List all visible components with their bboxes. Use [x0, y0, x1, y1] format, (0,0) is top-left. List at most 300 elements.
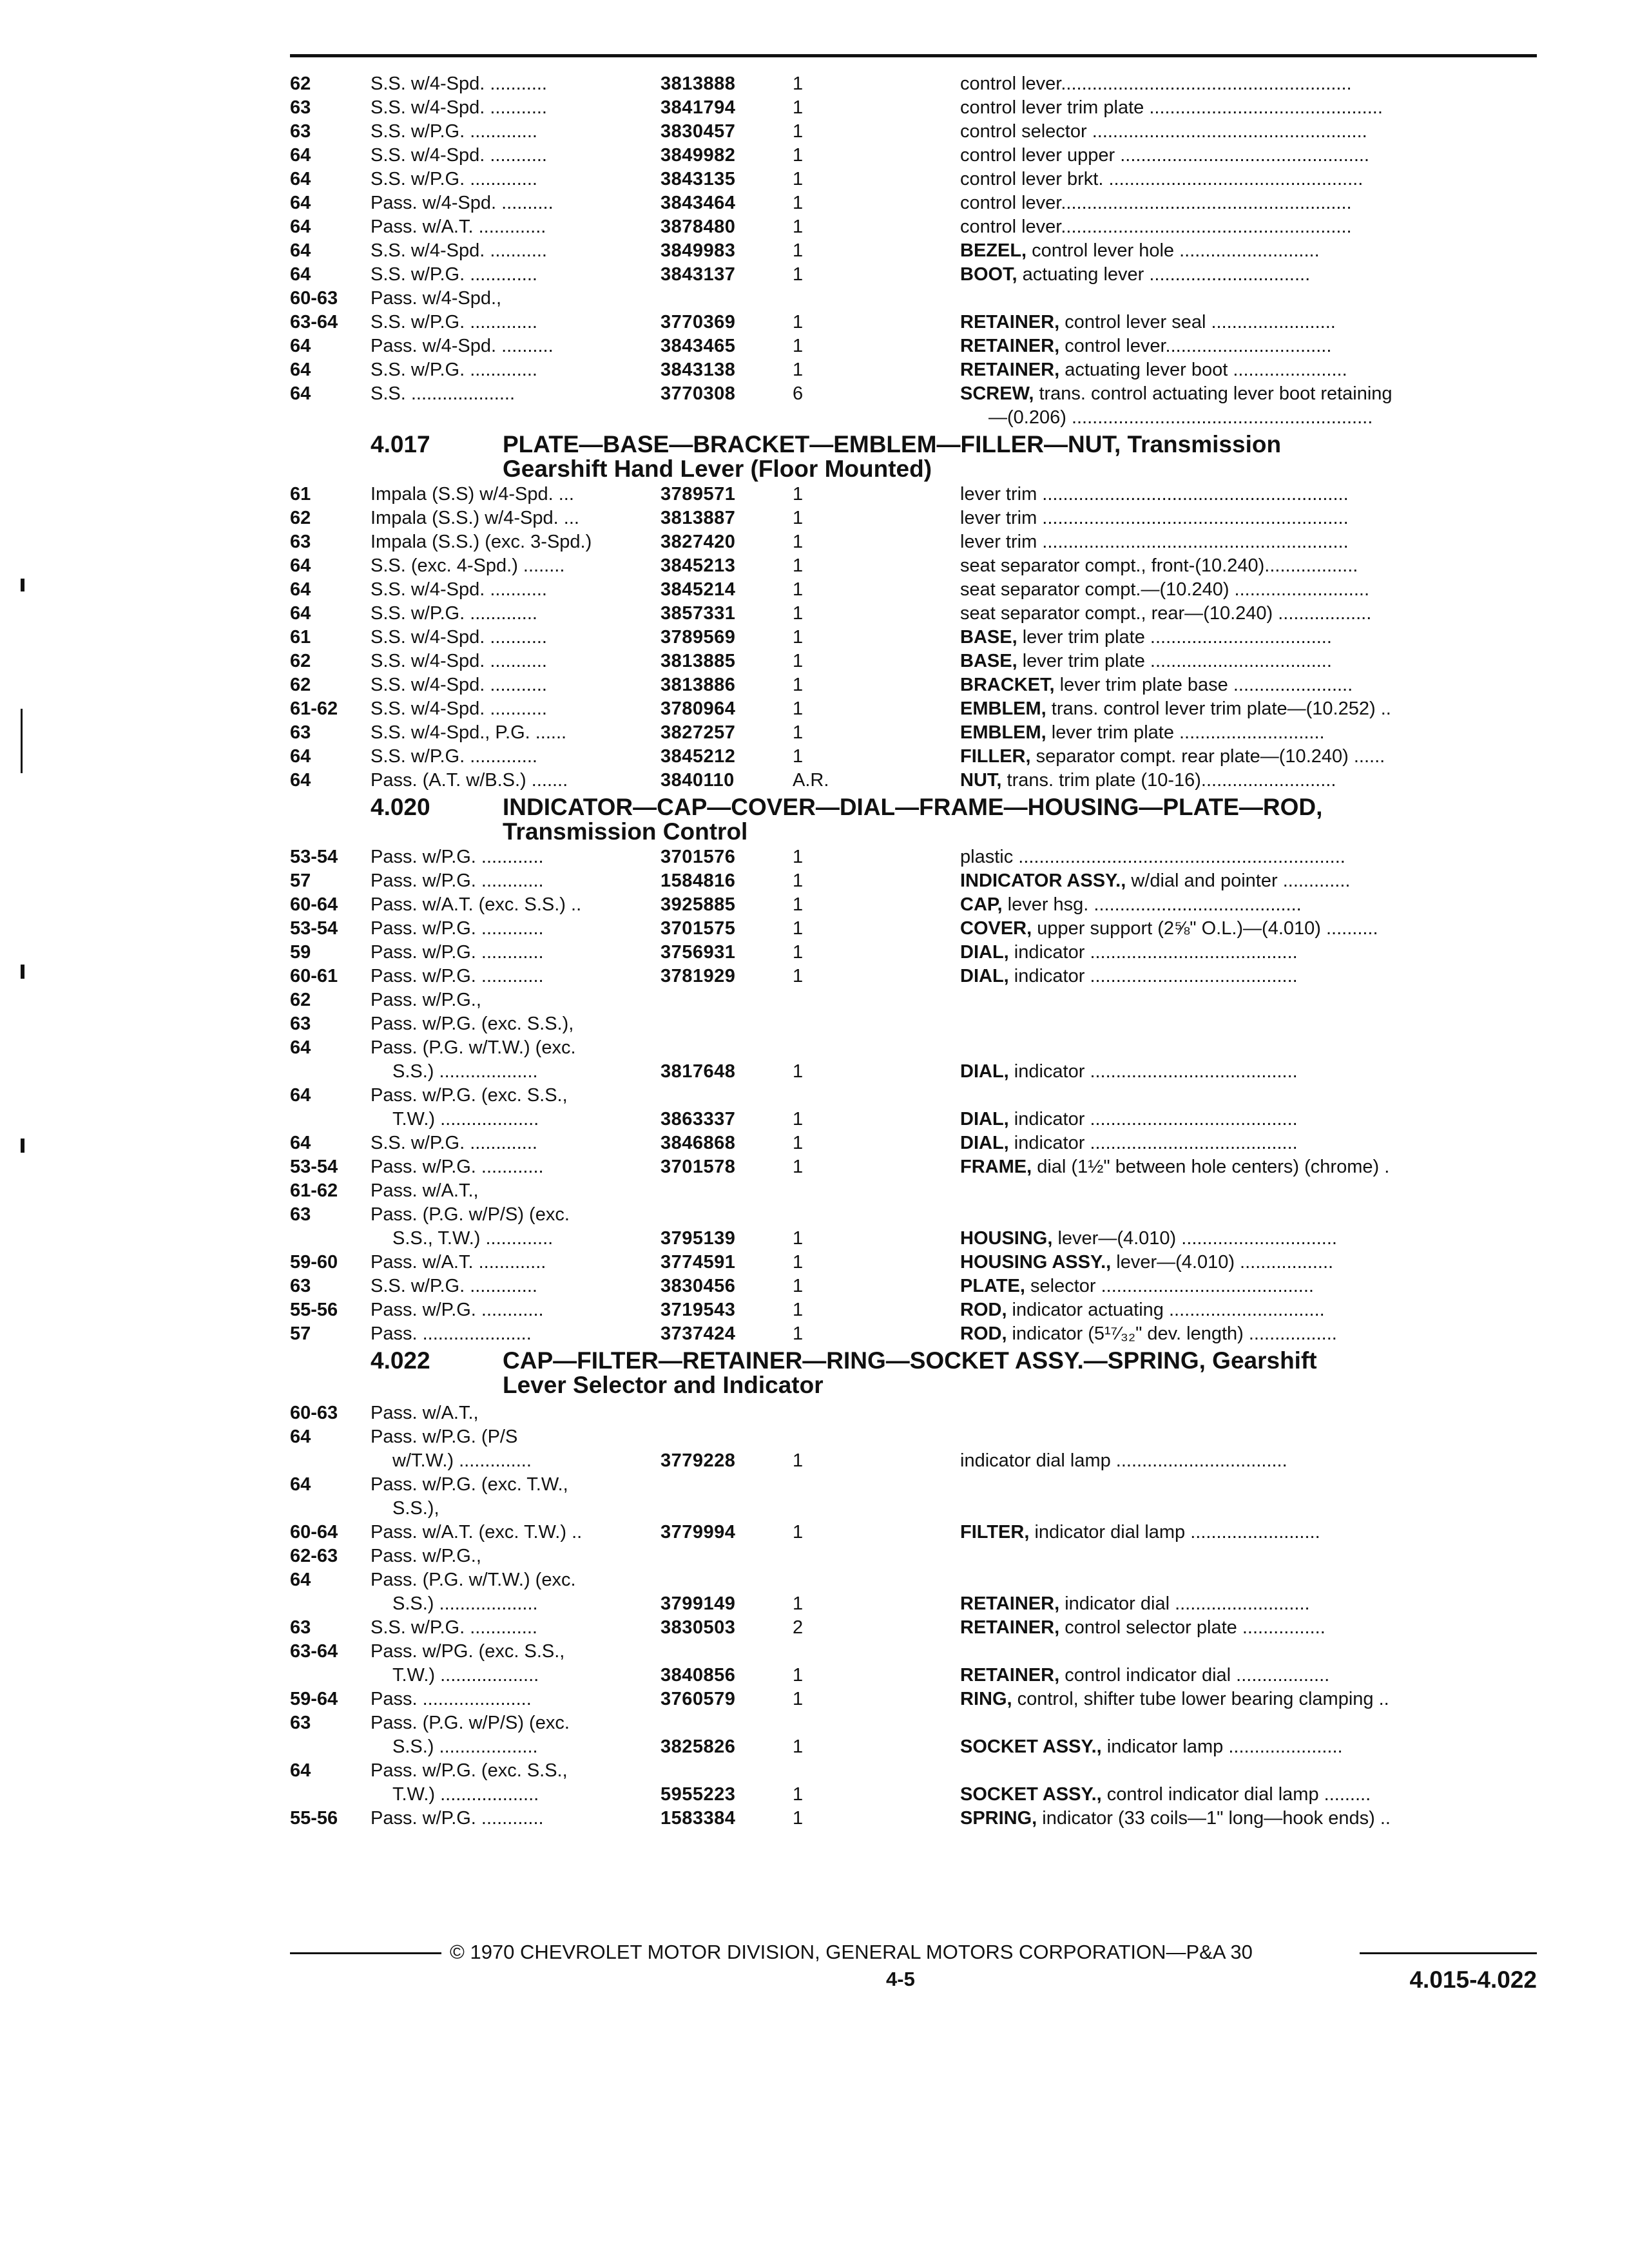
part-description-text: control lever........................................................: [960, 193, 1352, 213]
section-title: CAP—FILTER—RETAINER—RING—SOCKET ASSY.—SPRING, Gearshift Lever Selector and Indicator: [503, 1347, 1317, 1398]
model-application: S.S.),: [392, 1498, 439, 1519]
parts-row: [290, 1227, 1537, 1251]
part-description: [960, 358, 1537, 382]
part-number: 3795139: [660, 1228, 736, 1249]
part-description: [960, 1735, 1537, 1759]
model-application: T.W.) ...................: [392, 1784, 539, 1805]
parts-row: [290, 1759, 1537, 1783]
part-description: [960, 406, 1537, 430]
parts-row: [290, 1616, 1537, 1640]
model-application: w/T.W.) ..............: [392, 1450, 532, 1471]
part-description: [960, 893, 1537, 917]
model-application: Pass. w/P.G. (exc. S.S.,: [371, 1085, 568, 1106]
year-range: 64: [290, 1760, 311, 1781]
part-number: 3845213: [660, 555, 736, 576]
section-number: 4.022: [371, 1347, 430, 1374]
part-number: 3701578: [660, 1157, 736, 1177]
section-number: 4.020: [371, 794, 430, 820]
model-application: Pass. w/A.T. (exc. T.W.) ..: [371, 1522, 583, 1542]
year-range: 63: [290, 121, 311, 142]
parts-row: [290, 311, 1537, 334]
part-number: 3789571: [660, 484, 736, 505]
parts-row: [290, 239, 1537, 263]
part-description: [960, 1298, 1537, 1322]
parts-row: [290, 1497, 1537, 1521]
year-range: 63-64: [290, 1641, 338, 1662]
model-application: S.S. w/4-Spd. ...........: [371, 97, 547, 118]
part-description-text: indicator ........................................: [1008, 1109, 1298, 1129]
copyright-text: © 1970 CHEVROLET MOTOR DIVISION, GENERAL MOTORS CORPORATION—P&A 30: [450, 1941, 1253, 1963]
year-range: 64: [290, 1085, 311, 1106]
part-number: 3841794: [660, 97, 736, 118]
year-range: 63: [290, 1014, 311, 1034]
quantity: 1: [793, 97, 804, 118]
part-description: [960, 1108, 1537, 1131]
year-range: 53-54: [290, 847, 338, 867]
footer-rule: [290, 1952, 441, 1954]
year-range: 59-60: [290, 1252, 338, 1273]
part-name: RETAINER,: [960, 1593, 1060, 1614]
part-number: 3827257: [660, 722, 736, 743]
parts-row: [290, 745, 1537, 769]
model-application: Pass. w/P.G. ............: [371, 847, 544, 867]
model-application: Pass. (P.G. w/P/S) (exc.: [371, 1713, 570, 1733]
model-application: S.S. w/4-Spd. ...........: [371, 240, 547, 261]
model-application: Pass. w/PG. (exc. S.S.,: [371, 1641, 565, 1662]
quantity: 1: [793, 603, 804, 624]
part-number: 1584816: [660, 870, 736, 891]
parts-row: [290, 1401, 1537, 1425]
model-application: Pass. w/A.T. (exc. S.S.) ..: [371, 894, 582, 915]
part-name: BASE,: [960, 627, 1017, 648]
year-range: 55-56: [290, 1300, 338, 1320]
parts-row: [290, 554, 1537, 578]
parts-row: [290, 1060, 1537, 1084]
page-number: 4-5: [886, 1968, 915, 1990]
year-range: 63: [290, 722, 311, 743]
parts-row: [290, 406, 1537, 430]
quantity: 1: [793, 145, 804, 166]
quantity: 1: [793, 1228, 804, 1249]
quantity: 1: [793, 312, 804, 332]
part-number: 3846868: [660, 1133, 736, 1153]
part-number: 1583384: [660, 1808, 736, 1829]
quantity: 1: [793, 1665, 804, 1686]
part-description: [960, 965, 1537, 988]
quantity: 1: [793, 484, 804, 505]
model-application: Pass. w/P.G. ............: [371, 942, 544, 963]
section-heading-4022: [290, 1349, 1537, 1401]
year-range: 62: [290, 651, 311, 671]
parts-row: [290, 168, 1537, 191]
year-range: 60-61: [290, 966, 338, 986]
part-number: 3840856: [660, 1665, 736, 1686]
part-description-text: control indicator dial lamp .........: [1101, 1784, 1371, 1805]
part-number: 3701575: [660, 918, 736, 939]
part-number: 3857331: [660, 603, 736, 624]
year-range: 64: [290, 603, 311, 624]
parts-row: [290, 1251, 1537, 1274]
parts-row: [290, 769, 1537, 793]
part-number: 3843137: [660, 264, 736, 285]
part-number: 3817648: [660, 1061, 736, 1082]
parts-block-4015: [290, 72, 1537, 430]
model-application: Pass. w/P.G. ............: [371, 966, 544, 986]
quantity: A.R.: [793, 770, 829, 791]
quantity: 1: [793, 336, 804, 356]
part-description-text: trans. trim plate (10-16)..........................: [1001, 770, 1336, 791]
model-application: S.S. w/P.G. .............: [371, 1133, 537, 1153]
quantity: 1: [793, 1252, 804, 1273]
part-number: 3845212: [660, 746, 736, 767]
parts-row: [290, 988, 1537, 1012]
parts-row: [290, 1664, 1537, 1687]
model-application: T.W.) ...................: [392, 1665, 539, 1686]
part-name: DIAL,: [960, 1061, 1009, 1082]
part-number: 3701576: [660, 847, 736, 867]
part-description: [960, 120, 1537, 144]
parts-row: [290, 120, 1537, 144]
part-description-text: lever trim ...........................................................: [960, 508, 1349, 528]
part-description: [960, 1227, 1537, 1251]
part-description: [960, 506, 1537, 530]
year-range: 62: [290, 508, 311, 528]
year-range: 62: [290, 990, 311, 1010]
part-description: [960, 530, 1537, 554]
part-name: DIAL,: [960, 1133, 1009, 1153]
quantity: 1: [793, 360, 804, 380]
part-description-text: lever trim plate ...................................: [1017, 651, 1332, 671]
year-range: 64: [290, 240, 311, 261]
quantity: 1: [793, 1784, 804, 1805]
quantity: 1: [793, 1276, 804, 1296]
model-application: S.S.) ...................: [392, 1593, 538, 1614]
part-description-text: lever—(4.010) ..............................: [1052, 1228, 1337, 1249]
binding-mark: [21, 709, 23, 773]
part-number: 3845214: [660, 579, 736, 600]
model-application: S.S.) ...................: [392, 1061, 538, 1082]
part-description-text: w/dial and pointer .............: [1126, 870, 1351, 891]
model-application: S.S. w/4-Spd. ...........: [371, 579, 547, 600]
part-name: BOOT,: [960, 264, 1017, 285]
part-number: 3830457: [660, 121, 736, 142]
part-description: [960, 602, 1537, 626]
quantity: 1: [793, 193, 804, 213]
parts-row: [290, 1783, 1537, 1807]
model-application: S.S. w/P.G. .............: [371, 169, 537, 189]
part-name: RETAINER,: [960, 1617, 1060, 1638]
model-application: Pass. w/P.G. ............: [371, 870, 544, 891]
part-description-text: indicator dial ..........................: [1059, 1593, 1310, 1614]
parts-row: [290, 287, 1537, 311]
part-description-text: indicator lamp ......................: [1101, 1736, 1343, 1757]
part-number: 3863337: [660, 1109, 736, 1129]
model-application: Pass. w/4-Spd.,: [371, 288, 502, 309]
part-description: [960, 1521, 1537, 1544]
year-range: 62: [290, 675, 311, 695]
quantity: 2: [793, 1617, 804, 1638]
year-range: 64: [290, 1474, 311, 1495]
parts-row: [290, 1131, 1537, 1155]
quantity: 1: [793, 1808, 804, 1829]
parts-row: [290, 72, 1537, 96]
model-application: S.S. w/4-Spd. ...........: [371, 73, 547, 94]
part-description-text: —(0.206) ..........................................................: [988, 407, 1373, 428]
quantity: 1: [793, 847, 804, 867]
part-description-text: actuating lever ...............................: [1017, 264, 1311, 285]
part-description-text: control lever........................................................: [960, 73, 1352, 94]
parts-list: [290, 72, 1537, 1831]
parts-row: [290, 1036, 1537, 1060]
quantity: 1: [793, 1593, 804, 1614]
part-description-text: control selector plate ................: [1059, 1617, 1325, 1638]
parts-row: [290, 1084, 1537, 1108]
model-application: Pass. w/A.T. .............: [371, 216, 546, 237]
part-description: [960, 1783, 1537, 1807]
part-description: [960, 554, 1537, 578]
part-number: 3830456: [660, 1276, 736, 1296]
year-range: 64: [290, 770, 311, 791]
year-range: 64: [290, 1570, 311, 1590]
part-name: RETAINER,: [960, 312, 1060, 332]
quantity: 1: [793, 73, 804, 94]
model-application: S.S. w/4-Spd. ...........: [371, 675, 547, 695]
year-range: 59-64: [290, 1689, 338, 1709]
parts-row: [290, 697, 1537, 721]
part-description-text: lever—(4.010) ..................: [1111, 1252, 1334, 1273]
model-application: Pass. w/P.G. (P/S: [371, 1427, 518, 1447]
part-name: PLATE,: [960, 1276, 1025, 1296]
quantity: 1: [793, 1061, 804, 1082]
part-description-text: indicator ........................................: [1008, 942, 1298, 963]
model-application: Pass. w/A.T. .............: [371, 1252, 546, 1273]
part-number: 3770308: [660, 383, 736, 404]
part-number: 3843138: [660, 360, 736, 380]
part-description-text: control selector .....................................................: [960, 121, 1367, 142]
year-range: 64: [290, 1037, 311, 1058]
parts-row: [290, 1568, 1537, 1592]
part-name: BASE,: [960, 651, 1017, 671]
model-application: S.S. w/P.G. .............: [371, 264, 537, 285]
quantity: 1: [793, 651, 804, 671]
part-name: SOCKET ASSY.,: [960, 1736, 1102, 1757]
year-range: 64: [290, 264, 311, 285]
quantity: 1: [793, 966, 804, 986]
quantity: 1: [793, 1157, 804, 1177]
model-application: S.S.) ...................: [392, 1736, 538, 1757]
quantity: 1: [793, 216, 804, 237]
section-heading-4017: [290, 432, 1537, 483]
model-application: Impala (S.S.) (exc. 3-Spd.): [371, 532, 592, 552]
year-range: 63: [290, 97, 311, 118]
parts-row: [290, 263, 1537, 287]
parts-row: [290, 1807, 1537, 1831]
parts-row: [290, 1274, 1537, 1298]
quantity: 1: [793, 1522, 804, 1542]
parts-row: [290, 626, 1537, 649]
part-description-text: actuating lever boot ......................: [1059, 360, 1347, 380]
model-application: T.W.) ...................: [392, 1109, 539, 1129]
part-name: SOCKET ASSY.,: [960, 1784, 1102, 1805]
part-description-text: control lever................................: [1059, 336, 1332, 356]
part-number: 3840110: [660, 770, 735, 791]
quantity: 1: [793, 579, 804, 600]
part-description: [960, 311, 1537, 334]
part-name: FRAME,: [960, 1157, 1032, 1177]
year-range: 64: [290, 216, 311, 237]
parts-block-4022: [290, 1401, 1537, 1831]
part-number: 3780964: [660, 698, 736, 719]
model-application: Pass. w/P.G. ............: [371, 1157, 544, 1177]
part-description-text: seat separator compt., rear—(10.240) ..................: [960, 603, 1372, 624]
part-name: SPRING,: [960, 1808, 1037, 1829]
year-range: 64: [290, 193, 311, 213]
part-description: [960, 382, 1537, 406]
model-application: Pass. w/A.T.,: [371, 1403, 479, 1423]
footer-rule: [1360, 1952, 1537, 1954]
part-number: 3827420: [660, 532, 736, 552]
year-range: 60-63: [290, 1403, 338, 1423]
part-number: 3774591: [660, 1252, 736, 1273]
part-description-text: selector .........................................: [1025, 1276, 1314, 1296]
top-rule: [290, 54, 1537, 57]
part-number: 3830503: [660, 1617, 736, 1638]
part-name: RETAINER,: [960, 360, 1060, 380]
part-description-text: indicator ........................................: [1008, 1133, 1298, 1153]
part-name: EMBLEM,: [960, 722, 1046, 743]
part-description: [960, 96, 1537, 120]
quantity: 1: [793, 942, 804, 963]
year-range: 62-63: [290, 1546, 338, 1566]
year-range: 61-62: [290, 1180, 338, 1201]
part-number: 3813885: [660, 651, 736, 671]
part-name: RETAINER,: [960, 336, 1060, 356]
parts-row: [290, 1108, 1537, 1131]
part-number: 3843135: [660, 169, 736, 189]
part-description: [960, 769, 1537, 793]
year-range: 60-64: [290, 1522, 338, 1542]
section-heading-4020: [290, 795, 1537, 845]
part-description: [960, 673, 1537, 697]
part-description-text: control lever........................................................: [960, 216, 1352, 237]
parts-row: [290, 96, 1537, 120]
part-description: [960, 697, 1537, 721]
model-application: Pass. w/P.G. (exc. S.S.,: [371, 1760, 568, 1781]
parts-row: [290, 578, 1537, 602]
part-number: 3843464: [660, 193, 736, 213]
part-description: [960, 917, 1537, 941]
part-number: 3799149: [660, 1593, 736, 1614]
quantity: 1: [793, 555, 804, 576]
year-range: 53-54: [290, 1157, 338, 1177]
parts-row: [290, 941, 1537, 965]
model-application: S.S. ....................: [371, 383, 515, 404]
parts-row: [290, 673, 1537, 697]
quantity: 1: [793, 1323, 804, 1344]
model-application: S.S. w/P.G. .............: [371, 360, 537, 380]
parts-row: [290, 1012, 1537, 1036]
year-range: 64: [290, 360, 311, 380]
quantity: 1: [793, 1133, 804, 1153]
year-range: 55-56: [290, 1808, 338, 1829]
model-application: Pass. w/4-Spd. ..........: [371, 336, 554, 356]
part-number: 3813887: [660, 508, 736, 528]
part-description: [960, 334, 1537, 358]
part-number: 3843465: [660, 336, 736, 356]
year-range: 59: [290, 942, 311, 963]
quantity: 1: [793, 698, 804, 719]
model-application: Pass. w/P.G.,: [371, 1546, 481, 1566]
part-description-text: indicator (5¹⁷⁄₃₂" dev. length) .................: [1007, 1323, 1337, 1344]
part-description: [960, 1131, 1537, 1155]
part-name: BEZEL,: [960, 240, 1027, 261]
parts-row: [290, 1592, 1537, 1616]
parts-row: [290, 1640, 1537, 1664]
model-application: Pass. w/P.G. (exc. S.S.),: [371, 1014, 574, 1034]
model-application: S.S. w/P.G. .............: [371, 746, 537, 767]
part-description-text: trans. control lever trim plate—(10.252) ..: [1046, 698, 1391, 719]
quantity: 1: [793, 532, 804, 552]
model-application: Pass. w/P.G.,: [371, 990, 481, 1010]
parts-row: [290, 1203, 1537, 1227]
parts-row: [290, 191, 1537, 215]
part-description: [960, 1251, 1537, 1274]
quantity: 1: [793, 746, 804, 767]
part-description: [960, 578, 1537, 602]
year-range: 53-54: [290, 918, 338, 939]
part-description: [960, 1449, 1537, 1473]
year-range: 64: [290, 1427, 311, 1447]
quantity: 1: [793, 240, 804, 261]
part-description: [960, 1060, 1537, 1084]
part-description: [960, 941, 1537, 965]
part-description: [960, 215, 1537, 239]
section-number: 4.017: [371, 431, 430, 457]
part-description-text: indicator ........................................: [1008, 966, 1298, 986]
quantity: 1: [793, 1689, 804, 1709]
part-description-text: indicator ........................................: [1008, 1061, 1298, 1082]
parts-row: [290, 1473, 1537, 1497]
part-description: [960, 1807, 1537, 1831]
year-range: 64: [290, 555, 311, 576]
part-name: NUT,: [960, 770, 1002, 791]
quantity: 1: [793, 508, 804, 528]
parts-row: [290, 483, 1537, 506]
part-description: [960, 1687, 1537, 1711]
quantity: 6: [793, 383, 804, 404]
model-application: S.S. w/P.G. .............: [371, 121, 537, 142]
part-number: 3781929: [660, 966, 736, 986]
part-description-text: lever trim ...........................................................: [960, 532, 1349, 552]
part-description: [960, 144, 1537, 168]
part-description: [960, 869, 1537, 893]
model-application: Pass. (A.T. w/B.S.) .......: [371, 770, 568, 791]
part-description: [960, 168, 1537, 191]
part-description: [960, 239, 1537, 263]
year-range: 63: [290, 1276, 311, 1296]
part-description: [960, 191, 1537, 215]
model-application: S.S. w/P.G. .............: [371, 1276, 537, 1296]
quantity: 1: [793, 169, 804, 189]
quantity: 1: [793, 1450, 804, 1471]
part-number: 3825826: [660, 1736, 736, 1757]
quantity: 1: [793, 627, 804, 648]
parts-block-4020: [290, 845, 1537, 1346]
part-name: INDICATOR ASSY.,: [960, 870, 1126, 891]
binding-mark: [21, 1139, 24, 1153]
model-application: Pass. w/4-Spd. ..........: [371, 193, 554, 213]
part-description-text: seat separator compt.—(10.240) ..........................: [960, 579, 1370, 600]
